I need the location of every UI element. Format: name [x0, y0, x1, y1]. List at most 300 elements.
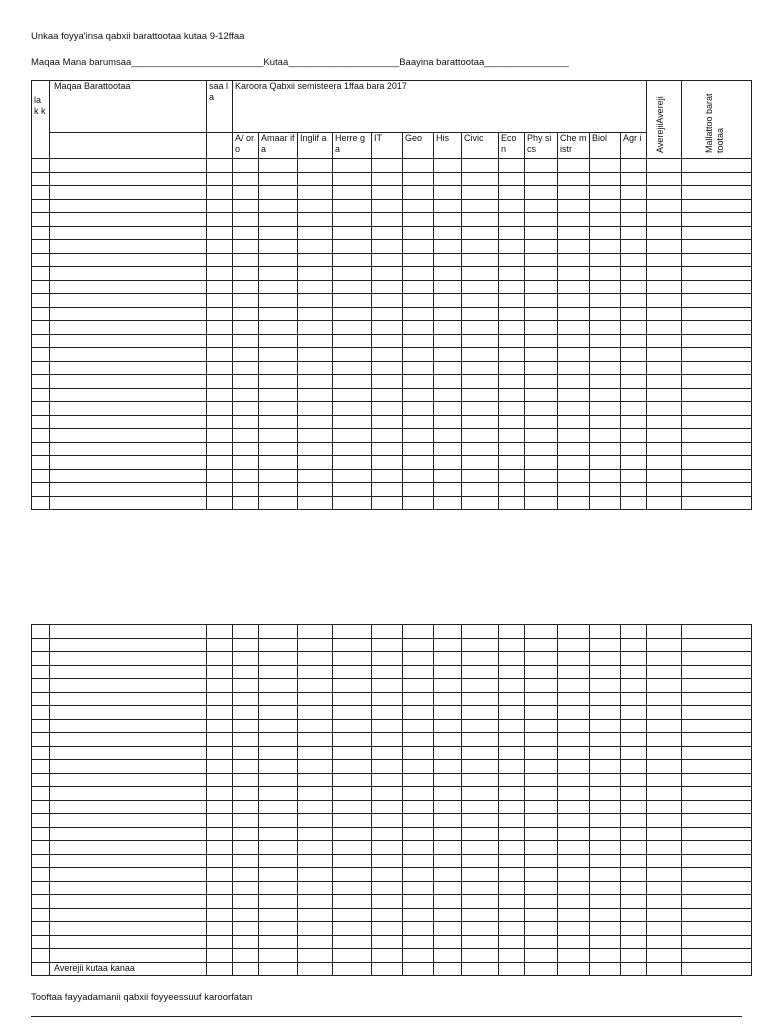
table-cell[interactable]: [50, 908, 207, 922]
table-cell[interactable]: [32, 733, 50, 747]
table-cell[interactable]: [558, 625, 590, 639]
table-cell[interactable]: [298, 307, 333, 321]
table-cell[interactable]: [462, 456, 499, 470]
table-cell[interactable]: [558, 962, 590, 976]
table-cell[interactable]: [333, 213, 372, 227]
table-cell[interactable]: [259, 240, 298, 254]
table-cell[interactable]: [590, 321, 621, 335]
table-cell[interactable]: [558, 746, 590, 760]
table-cell[interactable]: [298, 294, 333, 308]
table-cell[interactable]: [333, 625, 372, 639]
table-cell[interactable]: [621, 361, 647, 375]
table-cell[interactable]: [233, 692, 259, 706]
table-cell[interactable]: [372, 159, 403, 173]
table-cell[interactable]: [462, 652, 499, 666]
table-cell[interactable]: [434, 827, 462, 841]
table-cell[interactable]: [647, 429, 682, 443]
table-cell[interactable]: [233, 294, 259, 308]
table-cell[interactable]: [499, 442, 525, 456]
table-cell[interactable]: [50, 800, 207, 814]
table-cell[interactable]: [647, 456, 682, 470]
table-cell[interactable]: [434, 706, 462, 720]
table-cell[interactable]: [558, 375, 590, 389]
table-cell[interactable]: [32, 638, 50, 652]
table-cell[interactable]: [333, 307, 372, 321]
table-cell[interactable]: [50, 841, 207, 855]
table-cell[interactable]: [333, 388, 372, 402]
table-cell[interactable]: [525, 402, 558, 416]
table-cell[interactable]: [333, 854, 372, 868]
table-cell[interactable]: [647, 773, 682, 787]
table-cell[interactable]: [558, 199, 590, 213]
table-cell[interactable]: [50, 814, 207, 828]
table-cell[interactable]: [590, 881, 621, 895]
table-cell[interactable]: [621, 665, 647, 679]
table-cell[interactable]: [434, 868, 462, 882]
table-cell[interactable]: [233, 706, 259, 720]
table-cell[interactable]: [462, 881, 499, 895]
table-cell[interactable]: [333, 827, 372, 841]
table-cell[interactable]: [403, 706, 434, 720]
table-cell[interactable]: [590, 294, 621, 308]
table-cell[interactable]: [259, 962, 298, 976]
table-cell[interactable]: [647, 800, 682, 814]
table-cell[interactable]: [434, 402, 462, 416]
table-cell[interactable]: [682, 868, 752, 882]
table-cell[interactable]: [525, 895, 558, 909]
table-cell[interactable]: [590, 760, 621, 774]
table-cell[interactable]: [462, 949, 499, 963]
table-cell[interactable]: [298, 652, 333, 666]
table-cell[interactable]: [298, 213, 333, 227]
table-cell[interactable]: [525, 908, 558, 922]
table-cell[interactable]: [621, 186, 647, 200]
table-cell[interactable]: [558, 186, 590, 200]
table-cell[interactable]: [647, 962, 682, 976]
table-cell[interactable]: [233, 733, 259, 747]
table-cell[interactable]: [403, 294, 434, 308]
table-cell[interactable]: [590, 841, 621, 855]
table-cell[interactable]: [403, 922, 434, 936]
table-cell[interactable]: [259, 442, 298, 456]
table-cell[interactable]: [259, 814, 298, 828]
table-cell[interactable]: [333, 483, 372, 497]
table-cell[interactable]: [590, 935, 621, 949]
table-cell[interactable]: [372, 415, 403, 429]
table-cell[interactable]: [403, 213, 434, 227]
table-cell[interactable]: [32, 841, 50, 855]
table-cell[interactable]: [259, 402, 298, 416]
table-cell[interactable]: [682, 962, 752, 976]
table-cell[interactable]: [462, 213, 499, 227]
table-cell[interactable]: [462, 625, 499, 639]
table-cell[interactable]: [50, 652, 207, 666]
table-cell[interactable]: [372, 267, 403, 281]
table-cell[interactable]: [590, 280, 621, 294]
table-cell[interactable]: [32, 361, 50, 375]
table-cell[interactable]: [207, 159, 233, 173]
table-cell[interactable]: [499, 625, 525, 639]
table-cell[interactable]: [333, 962, 372, 976]
table-cell[interactable]: [403, 949, 434, 963]
table-cell[interactable]: [32, 240, 50, 254]
table-cell[interactable]: [682, 226, 752, 240]
table-cell[interactable]: [462, 199, 499, 213]
table-cell[interactable]: [50, 321, 207, 335]
table-cell[interactable]: [525, 949, 558, 963]
table-cell[interactable]: [682, 746, 752, 760]
table-cell[interactable]: [590, 334, 621, 348]
table-cell[interactable]: [50, 746, 207, 760]
table-cell[interactable]: [207, 321, 233, 335]
table-cell[interactable]: [499, 827, 525, 841]
table-cell[interactable]: [590, 638, 621, 652]
table-cell[interactable]: [207, 186, 233, 200]
table-cell[interactable]: [372, 733, 403, 747]
table-cell[interactable]: [259, 388, 298, 402]
table-cell[interactable]: [259, 719, 298, 733]
table-cell[interactable]: [647, 854, 682, 868]
table-cell[interactable]: [621, 307, 647, 321]
table-cell[interactable]: [434, 962, 462, 976]
table-cell[interactable]: [333, 199, 372, 213]
table-cell[interactable]: [233, 719, 259, 733]
table-cell[interactable]: [590, 733, 621, 747]
table-cell[interactable]: [462, 706, 499, 720]
table-cell[interactable]: [590, 854, 621, 868]
table-cell[interactable]: [499, 962, 525, 976]
table-cell[interactable]: [50, 226, 207, 240]
table-cell[interactable]: [558, 949, 590, 963]
table-cell[interactable]: [558, 496, 590, 510]
table-cell[interactable]: [462, 361, 499, 375]
table-cell[interactable]: [434, 388, 462, 402]
table-cell[interactable]: [590, 159, 621, 173]
table-cell[interactable]: [621, 746, 647, 760]
table-cell[interactable]: [32, 280, 50, 294]
table-cell[interactable]: [233, 280, 259, 294]
table-cell[interactable]: [298, 442, 333, 456]
table-cell[interactable]: [499, 199, 525, 213]
table-cell[interactable]: [682, 456, 752, 470]
table-cell[interactable]: [298, 962, 333, 976]
table-cell[interactable]: [372, 456, 403, 470]
table-cell[interactable]: [682, 199, 752, 213]
table-cell[interactable]: [621, 949, 647, 963]
table-cell[interactable]: [403, 787, 434, 801]
table-cell[interactable]: [647, 213, 682, 227]
table-cell[interactable]: [50, 159, 207, 173]
table-cell[interactable]: [462, 760, 499, 774]
table-cell[interactable]: [259, 213, 298, 227]
table-cell[interactable]: [50, 760, 207, 774]
table-cell[interactable]: [32, 483, 50, 497]
table-cell[interactable]: [434, 456, 462, 470]
table-cell[interactable]: [682, 665, 752, 679]
table-cell[interactable]: [682, 240, 752, 254]
table-cell[interactable]: [499, 280, 525, 294]
table-cell[interactable]: [32, 172, 50, 186]
table-cell[interactable]: [207, 456, 233, 470]
table-cell[interactable]: [333, 240, 372, 254]
table-cell[interactable]: [32, 213, 50, 227]
table-cell[interactable]: [525, 773, 558, 787]
table-cell[interactable]: [259, 483, 298, 497]
table-cell[interactable]: [298, 868, 333, 882]
table-cell[interactable]: [32, 456, 50, 470]
table-cell[interactable]: [32, 935, 50, 949]
table-cell[interactable]: [207, 733, 233, 747]
table-cell[interactable]: [403, 625, 434, 639]
table-cell[interactable]: [259, 652, 298, 666]
table-cell[interactable]: [525, 240, 558, 254]
table-cell[interactable]: [558, 469, 590, 483]
table-cell[interactable]: [525, 294, 558, 308]
table-cell[interactable]: [403, 638, 434, 652]
table-cell[interactable]: [333, 935, 372, 949]
table-cell[interactable]: [333, 402, 372, 416]
table-cell[interactable]: [207, 348, 233, 362]
table-cell[interactable]: [32, 665, 50, 679]
table-cell[interactable]: [590, 429, 621, 443]
table-cell[interactable]: [32, 159, 50, 173]
table-cell[interactable]: [207, 760, 233, 774]
table-cell[interactable]: [207, 908, 233, 922]
table-cell[interactable]: [207, 935, 233, 949]
table-cell[interactable]: [403, 226, 434, 240]
table-cell[interactable]: [462, 719, 499, 733]
table-cell[interactable]: [462, 665, 499, 679]
table-cell[interactable]: [621, 625, 647, 639]
table-cell[interactable]: [462, 638, 499, 652]
table-cell[interactable]: [403, 841, 434, 855]
table-cell[interactable]: [233, 402, 259, 416]
table-cell[interactable]: [372, 253, 403, 267]
table-cell[interactable]: [434, 895, 462, 909]
table-cell[interactable]: [259, 935, 298, 949]
table-cell[interactable]: [682, 388, 752, 402]
table-cell[interactable]: [298, 854, 333, 868]
table-cell[interactable]: [682, 361, 752, 375]
table-cell[interactable]: [372, 665, 403, 679]
table-cell[interactable]: [403, 962, 434, 976]
table-cell[interactable]: [462, 868, 499, 882]
table-cell[interactable]: [525, 361, 558, 375]
table-cell[interactable]: [590, 868, 621, 882]
table-cell[interactable]: [333, 841, 372, 855]
table-cell[interactable]: [682, 706, 752, 720]
table-cell[interactable]: [525, 935, 558, 949]
table-cell[interactable]: [32, 652, 50, 666]
table-cell[interactable]: [403, 881, 434, 895]
table-cell[interactable]: [621, 415, 647, 429]
table-cell[interactable]: [621, 908, 647, 922]
table-cell[interactable]: [558, 348, 590, 362]
table-cell[interactable]: [233, 746, 259, 760]
table-cell[interactable]: [403, 692, 434, 706]
table-cell[interactable]: [434, 949, 462, 963]
table-cell[interactable]: [372, 949, 403, 963]
table-cell[interactable]: [233, 483, 259, 497]
table-cell[interactable]: [207, 949, 233, 963]
table-cell[interactable]: [298, 922, 333, 936]
table-cell[interactable]: [682, 213, 752, 227]
table-cell[interactable]: [32, 868, 50, 882]
table-cell[interactable]: [590, 226, 621, 240]
table-cell[interactable]: [590, 172, 621, 186]
table-cell[interactable]: [333, 800, 372, 814]
table-cell[interactable]: [32, 388, 50, 402]
table-cell[interactable]: [525, 483, 558, 497]
table-cell[interactable]: [207, 746, 233, 760]
table-cell[interactable]: [590, 922, 621, 936]
table-cell[interactable]: [233, 321, 259, 335]
table-cell[interactable]: [525, 868, 558, 882]
table-cell[interactable]: [647, 733, 682, 747]
table-cell[interactable]: [298, 456, 333, 470]
table-cell[interactable]: [207, 881, 233, 895]
table-cell[interactable]: [372, 962, 403, 976]
table-cell[interactable]: [682, 348, 752, 362]
table-cell[interactable]: [403, 456, 434, 470]
table-cell[interactable]: [259, 692, 298, 706]
table-cell[interactable]: [499, 361, 525, 375]
table-cell[interactable]: [372, 800, 403, 814]
table-cell[interactable]: [233, 159, 259, 173]
table-cell[interactable]: [333, 868, 372, 882]
table-cell[interactable]: [525, 665, 558, 679]
table-cell[interactable]: [558, 159, 590, 173]
table-cell[interactable]: [50, 429, 207, 443]
table-cell[interactable]: [499, 814, 525, 828]
table-cell[interactable]: [403, 908, 434, 922]
table-cell[interactable]: [50, 307, 207, 321]
table-cell[interactable]: [462, 787, 499, 801]
table-cell[interactable]: [621, 922, 647, 936]
table-cell[interactable]: [333, 321, 372, 335]
table-cell[interactable]: [462, 321, 499, 335]
table-cell[interactable]: [499, 638, 525, 652]
table-cell[interactable]: [590, 800, 621, 814]
table-cell[interactable]: [403, 868, 434, 882]
table-cell[interactable]: [621, 375, 647, 389]
table-cell[interactable]: [233, 854, 259, 868]
table-cell[interactable]: [50, 665, 207, 679]
table-cell[interactable]: [207, 638, 233, 652]
table-cell[interactable]: [462, 962, 499, 976]
table-cell[interactable]: [333, 456, 372, 470]
table-cell[interactable]: [462, 186, 499, 200]
table-cell[interactable]: [462, 159, 499, 173]
table-cell[interactable]: [647, 841, 682, 855]
table-cell[interactable]: [259, 854, 298, 868]
table-cell[interactable]: [558, 240, 590, 254]
table-cell[interactable]: [434, 733, 462, 747]
table-cell[interactable]: [434, 483, 462, 497]
table-cell[interactable]: [259, 827, 298, 841]
table-cell[interactable]: [207, 496, 233, 510]
table-cell[interactable]: [50, 706, 207, 720]
table-cell[interactable]: [233, 199, 259, 213]
table-cell[interactable]: [259, 307, 298, 321]
table-cell[interactable]: [647, 692, 682, 706]
table-cell[interactable]: [333, 267, 372, 281]
table-cell[interactable]: [525, 321, 558, 335]
table-cell[interactable]: [499, 172, 525, 186]
table-cell[interactable]: [621, 895, 647, 909]
table-cell[interactable]: [558, 787, 590, 801]
table-cell[interactable]: [621, 760, 647, 774]
table-cell[interactable]: [434, 375, 462, 389]
table-cell[interactable]: [647, 652, 682, 666]
table-cell[interactable]: [647, 827, 682, 841]
table-cell[interactable]: [298, 895, 333, 909]
table-cell[interactable]: [233, 240, 259, 254]
table-cell[interactable]: [259, 773, 298, 787]
table-cell[interactable]: [372, 307, 403, 321]
table-cell[interactable]: [558, 773, 590, 787]
table-cell[interactable]: [434, 267, 462, 281]
table-cell[interactable]: [298, 240, 333, 254]
table-cell[interactable]: [32, 773, 50, 787]
table-cell[interactable]: [233, 895, 259, 909]
table-cell[interactable]: [462, 294, 499, 308]
table-cell[interactable]: [333, 186, 372, 200]
table-cell[interactable]: [333, 665, 372, 679]
table-cell[interactable]: [372, 881, 403, 895]
table-cell[interactable]: [434, 854, 462, 868]
table-cell[interactable]: [372, 908, 403, 922]
table-cell[interactable]: [207, 429, 233, 443]
table-cell[interactable]: [207, 280, 233, 294]
table-cell[interactable]: [233, 213, 259, 227]
table-cell[interactable]: [558, 935, 590, 949]
table-cell[interactable]: [207, 172, 233, 186]
table-cell[interactable]: [590, 962, 621, 976]
table-cell[interactable]: [558, 827, 590, 841]
table-cell[interactable]: [558, 307, 590, 321]
table-cell[interactable]: [298, 280, 333, 294]
table-cell[interactable]: [682, 638, 752, 652]
table-cell[interactable]: [333, 719, 372, 733]
table-cell[interactable]: [298, 881, 333, 895]
table-cell[interactable]: [50, 388, 207, 402]
table-cell[interactable]: [462, 895, 499, 909]
table-cell[interactable]: [233, 348, 259, 362]
table-cell[interactable]: [621, 267, 647, 281]
table-cell[interactable]: [434, 361, 462, 375]
table-cell[interactable]: [32, 760, 50, 774]
table-cell[interactable]: [590, 908, 621, 922]
table-cell[interactable]: [525, 962, 558, 976]
table-cell[interactable]: [621, 483, 647, 497]
table-cell[interactable]: [259, 456, 298, 470]
table-cell[interactable]: [333, 881, 372, 895]
table-cell[interactable]: [233, 186, 259, 200]
table-cell[interactable]: [525, 746, 558, 760]
table-cell[interactable]: [333, 496, 372, 510]
table-cell[interactable]: [50, 625, 207, 639]
table-cell[interactable]: [621, 172, 647, 186]
table-cell[interactable]: [434, 922, 462, 936]
table-cell[interactable]: [434, 442, 462, 456]
table-cell[interactable]: [32, 186, 50, 200]
table-cell[interactable]: [499, 908, 525, 922]
table-cell[interactable]: [525, 429, 558, 443]
table-cell[interactable]: [621, 429, 647, 443]
table-cell[interactable]: [50, 415, 207, 429]
table-cell[interactable]: [621, 294, 647, 308]
